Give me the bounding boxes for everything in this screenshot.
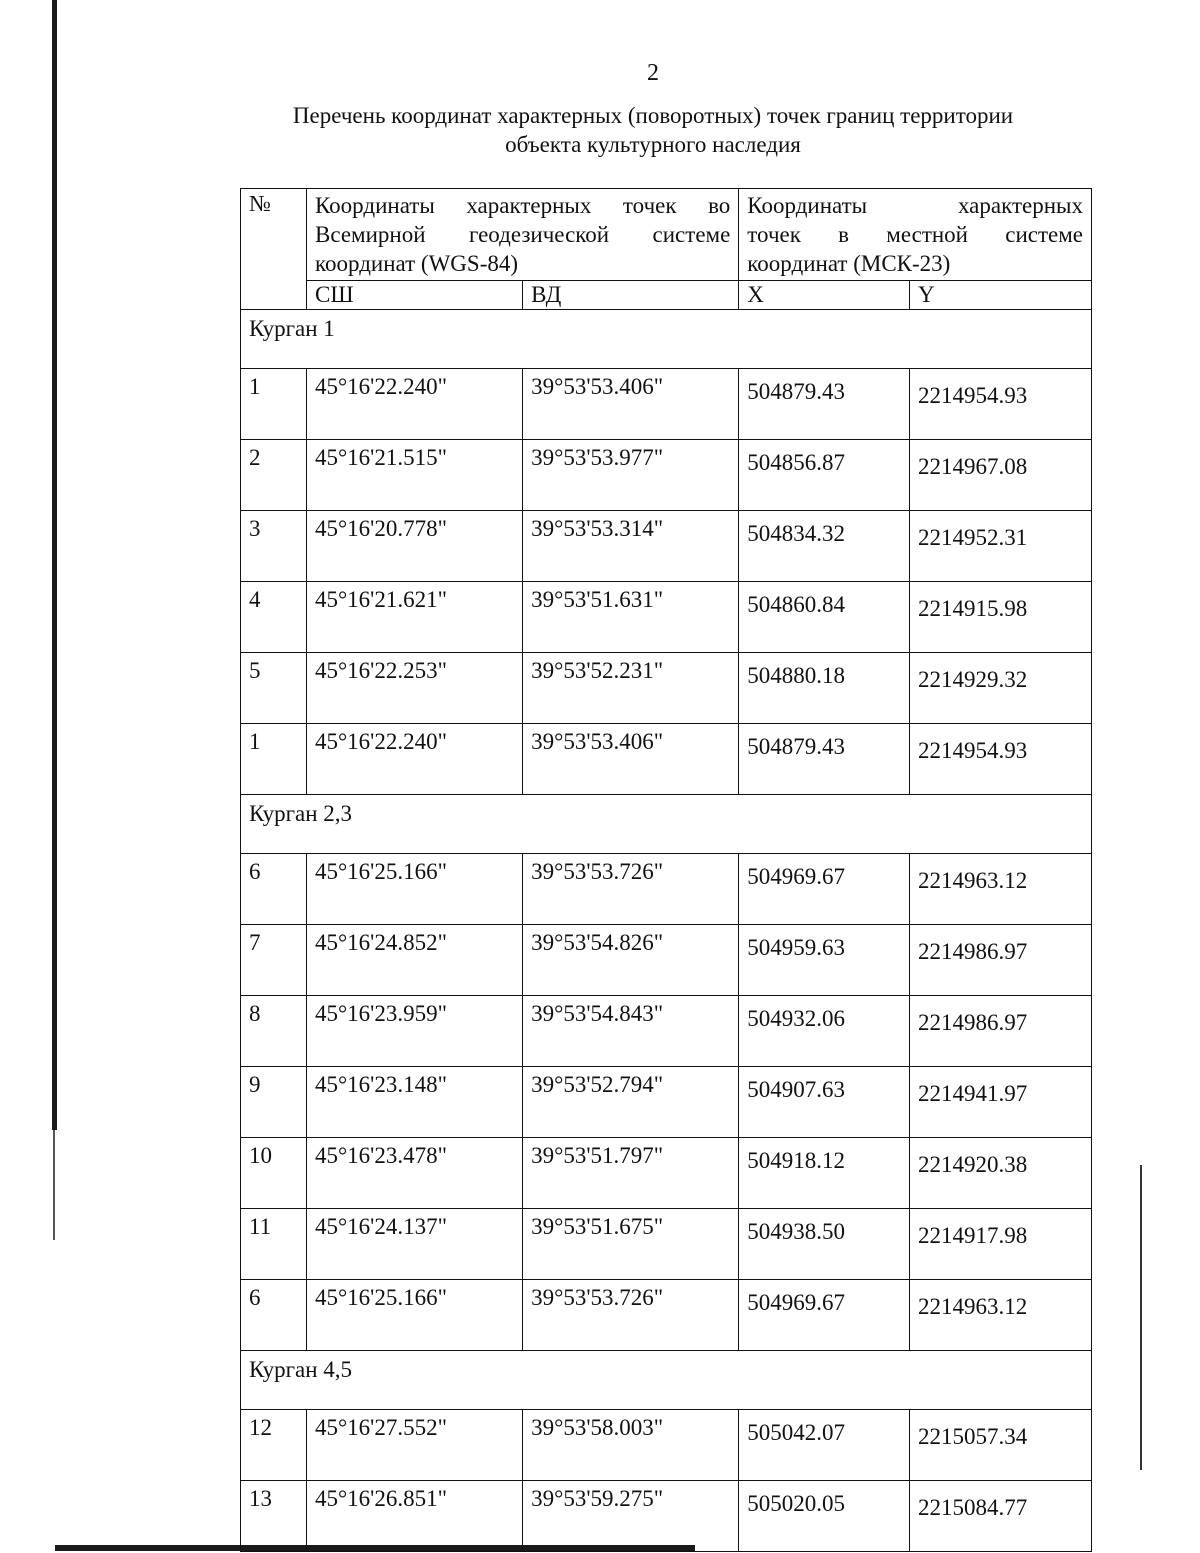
header-lat: СШ [306, 281, 522, 310]
table-row [241, 1481, 1092, 1552]
table-row [241, 1138, 1092, 1209]
point-number-cell: 7 [241, 925, 307, 996]
x-coordinate-cell: 504879.43 [739, 724, 910, 795]
point-number-cell: 13 [241, 1481, 307, 1552]
header-wgs84-line1: Координаты характерных точек во [314, 193, 731, 218]
longitude-cell: 39°53'53.726" [523, 1280, 739, 1351]
group-row [241, 1351, 1092, 1410]
longitude-cell: 39°53'54.843" [523, 996, 739, 1067]
point-number-cell: 3 [241, 511, 307, 582]
header-x: X [739, 281, 910, 310]
table-row [241, 925, 1092, 996]
table-subheader-row [241, 281, 1092, 310]
latitude-cell: 45°16'23.148" [306, 1067, 522, 1138]
point-number-cell: 8 [241, 996, 307, 1067]
x-coordinate-cell: 504959.63 [739, 925, 910, 996]
y-coordinate-cell: 2214954.93 [909, 369, 1091, 440]
table-body [241, 310, 1092, 1552]
x-coordinate-cell: 505020.05 [739, 1481, 910, 1552]
header-msk23 [739, 189, 1092, 281]
x-coordinate-cell: 504860.84 [739, 582, 910, 653]
scan-edge-right [1140, 1165, 1142, 1470]
table-row [241, 724, 1092, 795]
table-row [241, 653, 1092, 724]
point-number-cell: 4 [241, 582, 307, 653]
table-row [241, 996, 1092, 1067]
longitude-cell: 39°53'53.977" [523, 440, 739, 511]
x-coordinate-cell: 504879.43 [739, 369, 910, 440]
y-coordinate-cell: 2214986.97 [909, 996, 1091, 1067]
coordinates-table [240, 188, 1092, 1552]
latitude-cell: 45°16'26.851" [306, 1481, 522, 1552]
longitude-cell: 39°53'53.726" [523, 854, 739, 925]
latitude-cell: 45°16'23.478" [306, 1138, 522, 1209]
table-row [241, 1410, 1092, 1481]
latitude-cell: 45°16'25.166" [306, 1280, 522, 1351]
latitude-cell: 45°16'24.137" [306, 1209, 522, 1280]
latitude-cell: 45°16'20.778" [306, 511, 522, 582]
table-row [241, 1067, 1092, 1138]
latitude-cell: 45°16'22.240" [306, 369, 522, 440]
x-coordinate-cell: 504856.87 [739, 440, 910, 511]
longitude-cell: 39°53'58.003" [523, 1410, 739, 1481]
x-coordinate-cell: 505042.07 [739, 1410, 910, 1481]
document-title [240, 101, 1066, 159]
scan-edge-left-thin [53, 1130, 55, 1240]
page-number: 2 [647, 60, 659, 86]
longitude-cell: 39°53'51.675" [523, 1209, 739, 1280]
header-wgs84-line2: Всемирной геодезической системе [314, 222, 731, 247]
y-coordinate-cell: 2214963.12 [909, 854, 1091, 925]
y-coordinate-cell: 2214986.97 [909, 925, 1091, 996]
point-number-cell: 6 [241, 854, 307, 925]
longitude-cell: 39°53'59.275" [523, 1481, 739, 1552]
group-name: Курган 1 [241, 310, 1092, 369]
latitude-cell: 45°16'25.166" [306, 854, 522, 925]
y-coordinate-cell: 2214952.31 [909, 511, 1091, 582]
latitude-cell: 45°16'21.621" [306, 582, 522, 653]
longitude-cell: 39°53'53.406" [523, 724, 739, 795]
longitude-cell: 39°53'53.314" [523, 511, 739, 582]
longitude-cell: 39°53'51.631" [523, 582, 739, 653]
table-row [241, 854, 1092, 925]
latitude-cell: 45°16'22.240" [306, 724, 522, 795]
x-coordinate-cell: 504918.12 [739, 1138, 910, 1209]
group-name: Курган 2,3 [241, 795, 1092, 854]
header-number: № [241, 189, 307, 310]
latitude-cell: 45°16'22.253" [306, 653, 522, 724]
y-coordinate-cell: 2214941.97 [909, 1067, 1091, 1138]
x-coordinate-cell: 504938.50 [739, 1209, 910, 1280]
x-coordinate-cell: 504969.67 [739, 854, 910, 925]
scan-edge-left [52, 0, 57, 1130]
group-name: Курган 4,5 [241, 1351, 1092, 1410]
y-coordinate-cell: 2214917.98 [909, 1209, 1091, 1280]
x-coordinate-cell: 504907.63 [739, 1067, 910, 1138]
x-coordinate-cell: 504880.18 [739, 653, 910, 724]
point-number-cell: 11 [241, 1209, 307, 1280]
x-coordinate-cell: 504834.32 [739, 511, 910, 582]
header-wgs84 [306, 189, 738, 281]
y-coordinate-cell: 2214963.12 [909, 1280, 1091, 1351]
point-number-cell: 6 [241, 1280, 307, 1351]
latitude-cell: 45°16'24.852" [306, 925, 522, 996]
title-line-2: объекта культурного наследия [505, 132, 801, 157]
point-number-cell: 10 [241, 1138, 307, 1209]
table-row [241, 582, 1092, 653]
y-coordinate-cell: 2214954.93 [909, 724, 1091, 795]
y-coordinate-cell: 2215084.77 [909, 1481, 1091, 1552]
header-wgs84-line3: координат (WGS-84) [314, 251, 519, 276]
latitude-cell: 45°16'23.959" [306, 996, 522, 1067]
y-coordinate-cell: 2215057.34 [909, 1410, 1091, 1481]
point-number-cell: 9 [241, 1067, 307, 1138]
longitude-cell: 39°53'54.826" [523, 925, 739, 996]
group-row [241, 310, 1092, 369]
y-coordinate-cell: 2214967.08 [909, 440, 1091, 511]
header-y: Y [909, 281, 1091, 310]
table-row [241, 440, 1092, 511]
header-msk23-line3: координат (МСК-23) [747, 251, 951, 276]
longitude-cell: 39°53'53.406" [523, 369, 739, 440]
header-msk23-line2: точек в местной системе [747, 222, 1083, 247]
table-row [241, 369, 1092, 440]
longitude-cell: 39°53'52.231" [523, 653, 739, 724]
longitude-cell: 39°53'52.794" [523, 1067, 739, 1138]
header-lon: ВД [523, 281, 739, 310]
y-coordinate-cell: 2214915.98 [909, 582, 1091, 653]
latitude-cell: 45°16'27.552" [306, 1410, 522, 1481]
table-row [241, 1280, 1092, 1351]
header-msk23-line1: Координаты характерных [747, 193, 1083, 218]
title-line-1: Перечень координат характерных (поворотных) точек границ территории [292, 103, 1014, 128]
table-header-row [241, 189, 1092, 281]
table-row [241, 511, 1092, 582]
longitude-cell: 39°53'51.797" [523, 1138, 739, 1209]
latitude-cell: 45°16'21.515" [306, 440, 522, 511]
point-number-cell: 1 [241, 724, 307, 795]
table-row [241, 1209, 1092, 1280]
point-number-cell: 1 [241, 369, 307, 440]
point-number-cell: 2 [241, 440, 307, 511]
point-number-cell: 12 [241, 1410, 307, 1481]
x-coordinate-cell: 504932.06 [739, 996, 910, 1067]
y-coordinate-cell: 2214929.32 [909, 653, 1091, 724]
group-row [241, 795, 1092, 854]
x-coordinate-cell: 504969.67 [739, 1280, 910, 1351]
y-coordinate-cell: 2214920.38 [909, 1138, 1091, 1209]
point-number-cell: 5 [241, 653, 307, 724]
